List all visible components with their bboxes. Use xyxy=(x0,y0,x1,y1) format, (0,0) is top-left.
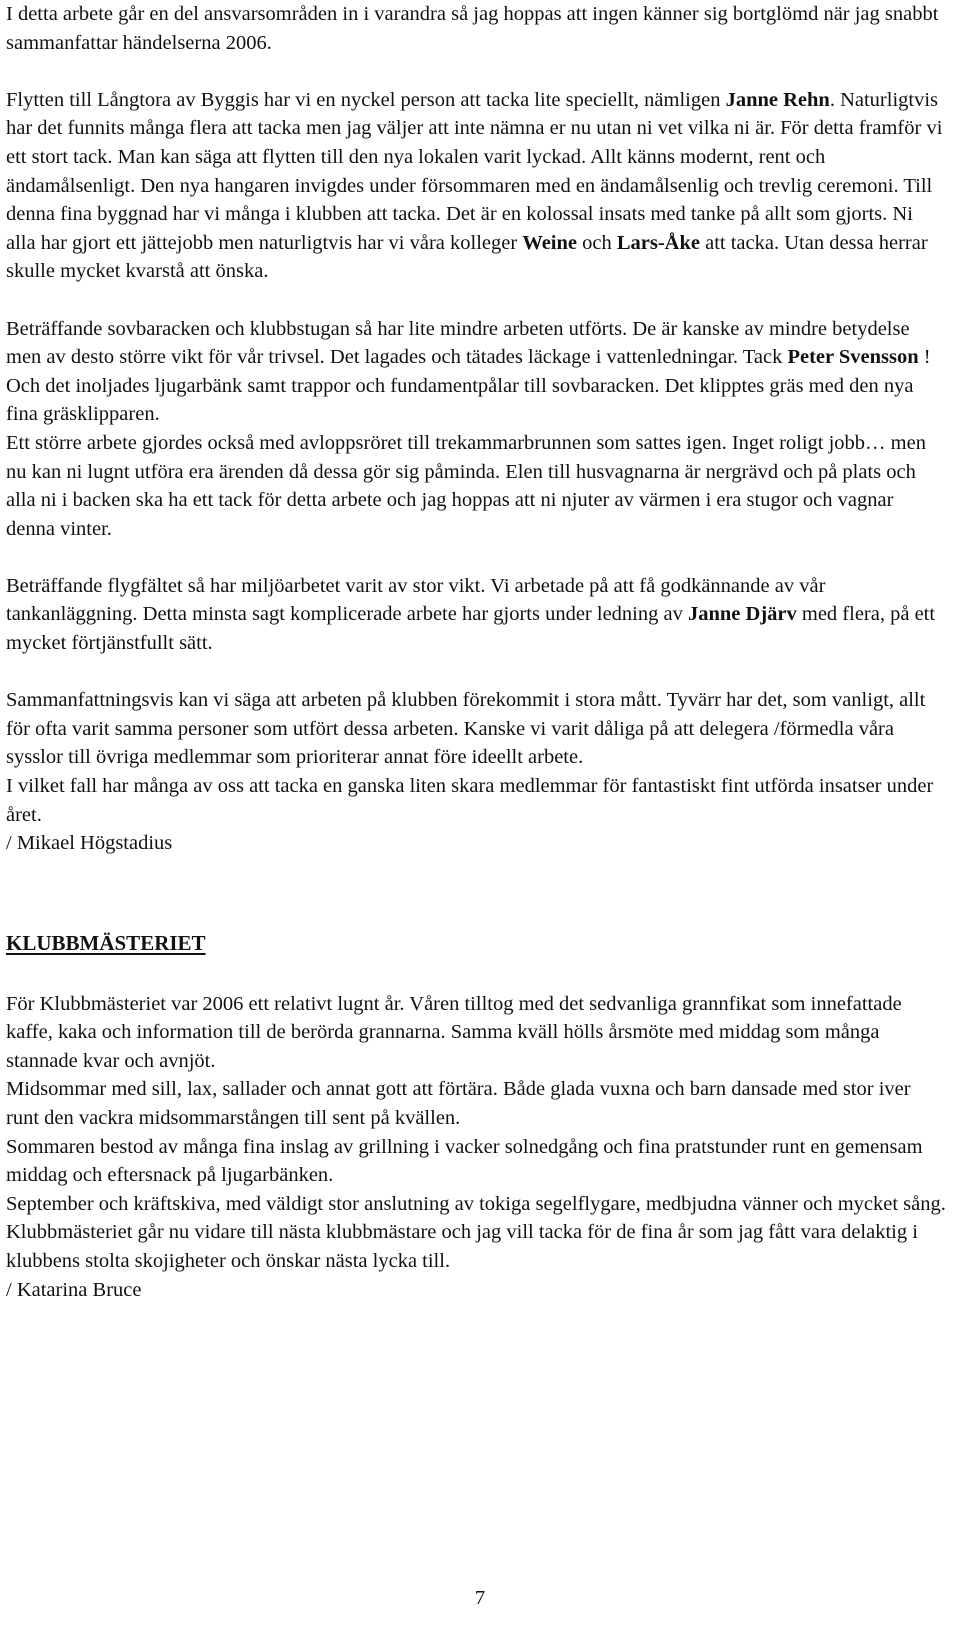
spacer xyxy=(6,57,946,86)
spacer xyxy=(6,915,946,929)
section-heading-klubbmasteriet: KLUBBMÄSTERIET xyxy=(6,931,206,955)
text-run: och xyxy=(577,231,617,254)
text-run: att tacka. Utan dessa herrar skulle mycket kvarstå att önska. xyxy=(6,231,928,283)
paragraph-summer: Sommaren bestod av många fina inslag av grillning i vacker solnedgång och fina pratstunder runt en gemensam middag och eftersnack på ljugarbänken. xyxy=(6,1135,923,1187)
name-lars-ake: Lars-Åke xyxy=(616,231,700,254)
paragraph-moving xyxy=(6,86,946,286)
spacer xyxy=(6,658,946,687)
name-weine: Weine xyxy=(522,231,577,254)
paragraph-intro: I detta arbete går en del ansvarsområden in i varandra så jag hoppas att ingen känner sig bortglömd när jag snabbt sammanfattar händelserna 2006. xyxy=(6,3,939,54)
document-page xyxy=(6,0,946,1304)
text-run: Flytten till Långtora av Byggis har vi en nyckel person att tacka lite speciellt, nämligen xyxy=(6,88,726,111)
paragraph-farewell: Klubbmästeriet går nu vidare till nästa klubbmästare och jag vill tacka för de fina år som jag fått vara delaktig i klubbens stolta skojigheter och önskar nästa lycka till. xyxy=(6,1221,918,1272)
paragraph-midsummer: Midsommar med sill, lax, sallader och annat gott att förtära. Både glada vuxna och barn dansade med stor iver runt den vackra midsommarstången till sent på kvällen. xyxy=(6,1078,911,1129)
text-run: med flera, på ett mycket förtjänstfullt sätt. xyxy=(6,603,936,655)
text-run: ! Och det inoljades ljugarbänk samt trappor och fundamentpålar till sovbaracken. Det klipptes gräs med den nya fina gräsklipparen. xyxy=(6,346,931,426)
spacer xyxy=(6,958,946,990)
spacer xyxy=(6,858,946,915)
text-run: Beträffande flygfältet så har miljöarbetet varit av stor vikt. Vi arbetade på att få godkännande av vår tankanläggning. Detta minsta sagt komplicerade arbete har gjorts under ledning av xyxy=(6,574,826,626)
paragraph-barracks xyxy=(6,315,946,429)
name-peter-svensson: Peter Svensson xyxy=(787,346,919,369)
text-run: Beträffande sovbaracken och klubbstugan så har lite mindre arbeten utförts. De är kanske av mindre betydelse men av desto större vikt för vår trivsel. Det lagades och tätades läckage i vattenledningar. Tack xyxy=(6,317,910,369)
paragraph-airfield xyxy=(6,572,946,658)
paragraph-sewer: Ett större arbete gjordes också med avloppsröret till trekammarbrunnen som sattes igen. Inget roligt jobb… men nu kan ni lugnt utföra era ärenden då dessa gör sig påminda. Elen till husvagnarna är nergrävd och på plats och alla ni i backen ska ha ett tack för detta arbete och jag hoppas att ni njuter av värmen i era stugor och vagnar denna vinter. xyxy=(6,431,926,540)
text-run: . Naturligtvis har det funnits många flera att tacka men jag väljer att inte nämna er nu utan ni vet vilka ni är. För detta framför vi ett stort tack. Man kan säga att flytten till den nya lokalen varit lyckad. Allt känns modernt, rent och ändamålsenligt. Den nya hangaren invigdes under försommaren med en ändamålsenlig och trevlig ceremoni. Till denna fina byggnad har vi många i klubben att tacka. Det är en kolossal insats med tanke på allt som gjorts. Ni alla har gjort ett jättejobb men naturligtvis har vi våra kolleger xyxy=(6,88,943,254)
spacer xyxy=(6,543,946,572)
paragraph-spring: För Klubbmästeriet var 2006 ett relativt lugnt år. Våren tilltog med det sedvanliga grannfikat som innefattade kaffe, kaka och information till de berörda grannarna. Samma kväll hölls årsmöte med middag som många stannade kvar och avnjöt. xyxy=(6,992,902,1072)
paragraph-thanks: I vilket fall har många av oss att tacka en ganska liten skara medlemmar för fantastiskt fint utförda insatser under året. xyxy=(6,775,934,826)
name-janne-rehn: Janne Rehn xyxy=(725,88,830,111)
page-number: 7 xyxy=(474,1587,486,1609)
paragraph-september: September och kräftskiva, med väldigt stor anslutning av tokiga segelflygare, medbjudna vänner och mycket sång. xyxy=(6,1192,946,1215)
paragraph-summary: Sammanfattningsvis kan vi säga att arbeten på klubben förekommit i stora mått. Tyvärr har det, som vanligt, allt för ofta varit samma personer som utfört dessa arbeten. Kanske vi varit dåliga på att delegera /förmedla våra sysslor till övriga medlemmar som prioriterar annat före ideellt arbete. xyxy=(6,689,926,769)
name-janne-djarv: Janne Djärv xyxy=(687,603,797,626)
signature-katarina: / Katarina Bruce xyxy=(6,1278,142,1301)
spacer xyxy=(6,286,946,315)
signature-mikael: / Mikael Högstadius xyxy=(6,832,173,855)
